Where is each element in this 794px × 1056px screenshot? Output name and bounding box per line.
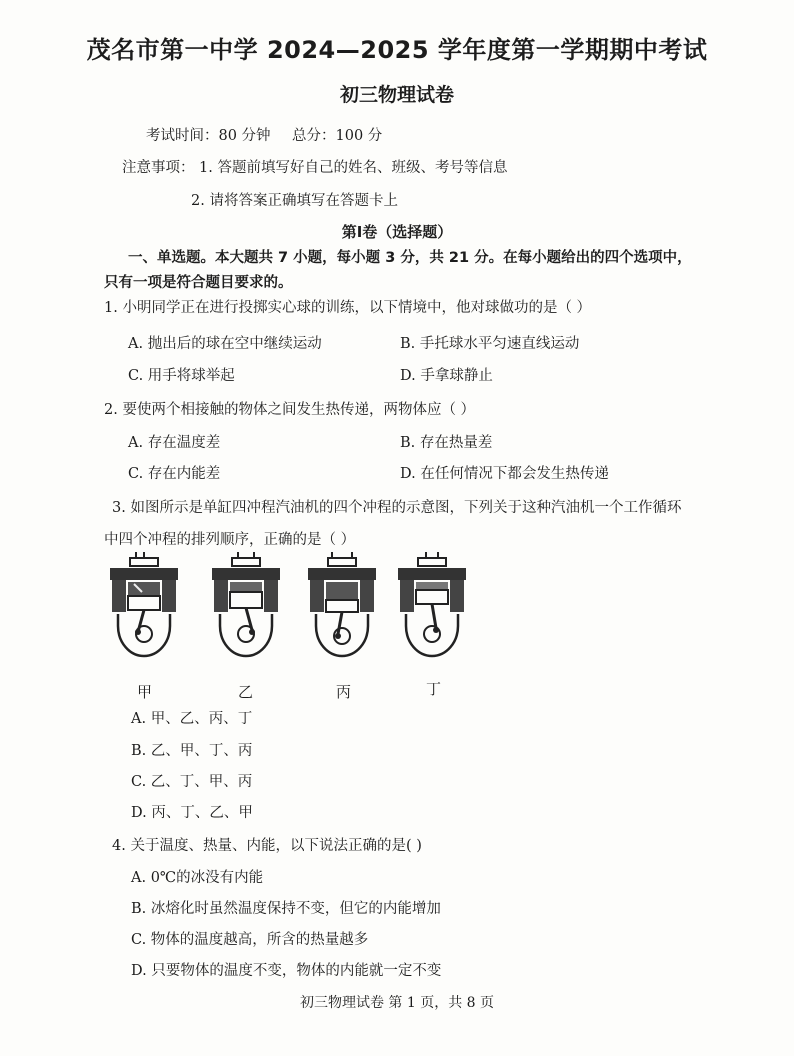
page-footer: 初三物理试卷 第 1 页，共 8 页 bbox=[299, 995, 495, 1011]
notes-item-2: 2. 请将答案正确填写在答题卡上 bbox=[191, 193, 398, 209]
question-3-option-d: D. 丙、丁、乙、甲 bbox=[131, 805, 253, 821]
question-1-option-b: B. 手托球水平匀速直线运动 bbox=[400, 336, 580, 352]
figure-label-yi: 乙 bbox=[238, 683, 254, 701]
question-1-option-d: D. 手拿球静止 bbox=[400, 368, 493, 384]
question-4-stem: 4. 关于温度、热量、内能，以下说法正确的是( ) bbox=[112, 838, 422, 854]
engine-figure-yi bbox=[206, 552, 286, 672]
exam-title: 茂名市第一中学 2024—2025 学年度第一学期期中考试 bbox=[86, 36, 708, 64]
figure-label-jia: 甲 bbox=[137, 683, 153, 701]
question-2-option-b: B. 存在热量差 bbox=[400, 435, 493, 451]
exam-total-score: 总分：100 分 bbox=[292, 128, 383, 144]
question-3-stem-line-1: 3. 如图所示是单缸四冲程汽油机的四个冲程的示意图，下列关于这种汽油机一个工作循环 bbox=[112, 500, 682, 516]
question-3-option-a: A. 甲、乙、丙、丁 bbox=[131, 711, 253, 727]
question-2-stem: 2. 要使两个相接触的物体之间发生热传递，两物体应（ ） bbox=[104, 402, 476, 418]
figure-label-bing: 丙 bbox=[336, 683, 352, 701]
question-1-stem: 1. 小明同学正在进行投掷实心球的训练，以下情境中，他对球做功的是（ ） bbox=[104, 300, 592, 316]
figure-label-ding: 丁 bbox=[426, 680, 442, 698]
question-4-option-c: C. 物体的温度越高，所含的热量越多 bbox=[131, 932, 369, 948]
question-3-option-c: C. 乙、丁、甲、丙 bbox=[131, 774, 253, 790]
question-2-option-d: D. 在任何情况下都会发生热传递 bbox=[400, 466, 609, 482]
question-1-option-c: C. 用手将球举起 bbox=[128, 368, 235, 384]
question-1-option-a: A. 抛出后的球在空中继续运动 bbox=[128, 336, 322, 352]
engine-figure-jia bbox=[104, 552, 184, 672]
question-3-stem-line-2: 中四个冲程的排列顺序，正确的是（ ） bbox=[104, 532, 356, 548]
exam-time: 考试时间：80 分钟 bbox=[146, 128, 271, 144]
notes-label: 注意事项： bbox=[122, 160, 195, 176]
question-4-option-d: D. 只要物体的温度不变，物体的内能就一定不变 bbox=[131, 963, 442, 979]
question-4-option-b: B. 冰熔化时虽然温度保持不变，但它的内能增加 bbox=[131, 901, 441, 917]
section-intro-line-2: 只有一项是符合题目要求的。 bbox=[104, 275, 293, 291]
exam-subtitle: 初三物理试卷 bbox=[339, 84, 454, 106]
question-2-option-c: C. 存在内能差 bbox=[128, 466, 221, 482]
section-title: 第Ⅰ卷（选择题） bbox=[341, 223, 453, 241]
question-3-option-b: B. 乙、甲、丁、丙 bbox=[131, 743, 253, 759]
engine-figure-bing bbox=[302, 552, 382, 672]
notes-item-1: 1. 答题前填写好自己的姓名、班级、考号等信息 bbox=[199, 160, 508, 176]
engine-figure-ding bbox=[392, 552, 472, 672]
question-4-option-a: A. 0℃的冰没有内能 bbox=[131, 870, 264, 886]
section-intro-line-1: 一、单选题。本大题共 7 小题，每小题 3 分，共 21 分。在每小题给出的四个选项中， bbox=[128, 250, 692, 266]
question-2-option-a: A. 存在温度差 bbox=[128, 435, 221, 451]
